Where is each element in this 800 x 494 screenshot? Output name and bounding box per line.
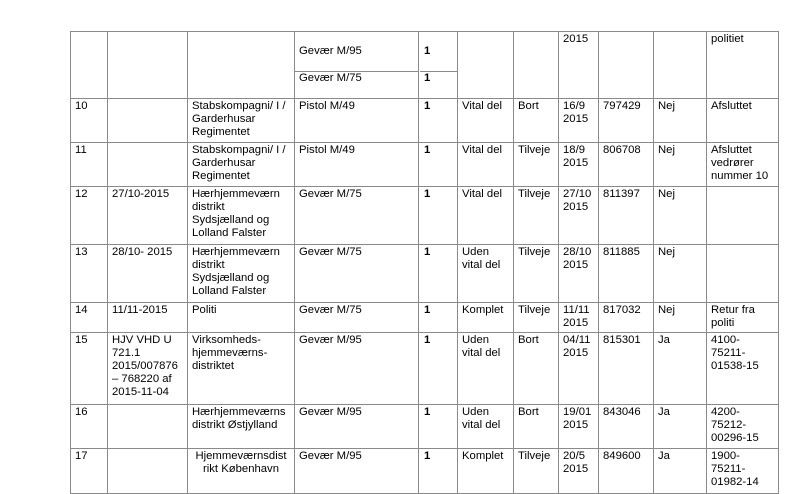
cell-weapon: Gevær M/95: [295, 333, 419, 405]
cell-part: Vital del: [458, 143, 514, 187]
cell-received: [108, 405, 188, 449]
cell-flag: Nej: [654, 143, 707, 187]
cell-qty: 1: [419, 99, 458, 143]
cell-part: Uden vital del: [458, 245, 514, 303]
cell-unit: Stabskompagni/ I / Garderhusar Regimentet: [188, 99, 295, 143]
cell-date: 18/9 2015: [559, 143, 599, 187]
cell-note: 1900- 75211- 01982-14: [707, 449, 779, 494]
cell-weapon: Gevær M/75: [295, 245, 419, 303]
cell-received: 27/10-2015: [108, 187, 188, 245]
qty-line-1: 1: [424, 45, 431, 57]
cell-date: 04/11 2015: [559, 333, 599, 405]
cell-unit: Stabskompagni/ I / Garderhusar Regimentet: [188, 143, 295, 187]
cell-nr: 17: [71, 449, 108, 494]
cell-part: Komplet: [458, 303, 514, 333]
cell-flag: Ja: [654, 333, 707, 405]
cell-note: Afsluttet: [707, 99, 779, 143]
cell-case: 797429: [599, 99, 654, 143]
cell-note: Afsluttet vedrører nummer 10: [707, 143, 779, 187]
cell-flag: Ja: [654, 449, 707, 494]
cell-received: [108, 449, 188, 494]
qty-line-2: 1: [420, 71, 457, 85]
cell-received: 11/11-2015: [108, 303, 188, 333]
cell-date: 19/01 2015: [559, 405, 599, 449]
cell-flag: [654, 32, 707, 99]
cell-flag: Nej: [654, 99, 707, 143]
cell-received: [108, 32, 188, 99]
cell-qty: 1: [419, 449, 458, 494]
cell-status: Tilveje: [514, 303, 559, 333]
cell-weapon: Pistol M/49: [295, 143, 419, 187]
cell-received: [108, 143, 188, 187]
cell-date: 2015: [559, 32, 599, 99]
cell-part: Vital del: [458, 99, 514, 143]
cell-flag: Nej: [654, 187, 707, 245]
cell-qty: 1: [419, 333, 458, 405]
cell-qty: 1: [419, 187, 458, 245]
cell-unit: Hærhjemmeværn distrikt Sydsjælland og Lolland Falster: [188, 187, 295, 245]
cell-note: [707, 187, 779, 245]
cell-case: 849600: [599, 449, 654, 494]
cell-unit: Hjemmeværnsdist rikt København: [188, 449, 295, 494]
cell-unit: Hærhjemmeværns distrikt Østjylland: [188, 405, 295, 449]
cell-weapon: Gevær M/75: [295, 303, 419, 333]
cell-part: Uden vital del: [458, 333, 514, 405]
cell-case: [599, 32, 654, 99]
cell-nr: 14: [71, 303, 108, 333]
cell-case: 817032: [599, 303, 654, 333]
cell-status: Tilveje: [514, 449, 559, 494]
cell-unit: [188, 32, 295, 99]
table-row: [71, 303, 779, 333]
weapon-line-2: Gevær M/75: [295, 71, 418, 85]
cell-qty: 1: [419, 303, 458, 333]
cell-unit: Virksomheds- hjemmeværns- distriktet: [188, 333, 295, 405]
cell-status: Tilveje: [514, 143, 559, 187]
cell-nr: 11: [71, 143, 108, 187]
cell-date: 11/11 2015: [559, 303, 599, 333]
cell-date: 16/9 2015: [559, 99, 599, 143]
cell-status: Tilveje: [514, 245, 559, 303]
cell-note: Retur fra politi: [707, 303, 779, 333]
cell-case: 815301: [599, 333, 654, 405]
cell-part: Uden vital del: [458, 405, 514, 449]
weapon-line-1: Gevær M/95: [299, 45, 362, 57]
cell-weapon: [295, 32, 419, 99]
cell-date: 27/10 2015: [559, 187, 599, 245]
table-row: [71, 99, 779, 143]
cell-nr: 16: [71, 405, 108, 449]
cell-part: Vital del: [458, 187, 514, 245]
cell-note: politiet: [707, 32, 779, 99]
cell-nr: 13: [71, 245, 108, 303]
cell-part: [458, 32, 514, 99]
cell-part: Komplet: [458, 449, 514, 494]
cell-nr: 12: [71, 187, 108, 245]
cell-weapon: Gevær M/95: [295, 449, 419, 494]
cell-date: 20/5 2015: [559, 449, 599, 494]
cell-nr: [71, 32, 108, 99]
cell-weapon: Gevær M/75: [295, 187, 419, 245]
cell-nr: 10: [71, 99, 108, 143]
table-row: [71, 405, 779, 449]
cell-qty: [419, 32, 458, 99]
cell-flag: Nej: [654, 245, 707, 303]
cell-received: [108, 99, 188, 143]
cell-flag: Nej: [654, 303, 707, 333]
cell-note: 4100- 75211- 01538-15: [707, 333, 779, 405]
cell-status: Bort: [514, 99, 559, 143]
table-row: [71, 245, 779, 303]
cell-unit: Politi: [188, 303, 295, 333]
cell-flag: Ja: [654, 405, 707, 449]
cell-unit: Hærhjemmeværn distrikt Sydsjælland og Lolland Falster: [188, 245, 295, 303]
table-row: [71, 333, 779, 405]
cell-qty: 1: [419, 245, 458, 303]
cell-case: 843046: [599, 405, 654, 449]
weapons-register-table: [70, 31, 779, 494]
cell-status: Bort: [514, 405, 559, 449]
table-row: [71, 449, 779, 494]
cell-weapon: Pistol M/49: [295, 99, 419, 143]
cell-case: 806708: [599, 143, 654, 187]
cell-received: 28/10- 2015: [108, 245, 188, 303]
cell-status: Bort: [514, 333, 559, 405]
cell-received: HJV VHD U 721.1 2015/007876 – 768220 af 2015-11-04: [108, 333, 188, 405]
cell-status: [514, 32, 559, 99]
cell-note: 4200- 75212- 00296-15: [707, 405, 779, 449]
table-row: [71, 187, 779, 245]
table-row-continued: [71, 32, 779, 99]
cell-date: 28/10 2015: [559, 245, 599, 303]
table-body: [71, 32, 779, 494]
cell-status: Tilveje: [514, 187, 559, 245]
table-row: [71, 143, 779, 187]
cell-qty: 1: [419, 143, 458, 187]
cell-case: 811397: [599, 187, 654, 245]
cell-weapon: Gevær M/95: [295, 405, 419, 449]
cell-qty: 1: [419, 405, 458, 449]
cell-note: [707, 245, 779, 303]
cell-nr: 15: [71, 333, 108, 405]
cell-case: 811885: [599, 245, 654, 303]
